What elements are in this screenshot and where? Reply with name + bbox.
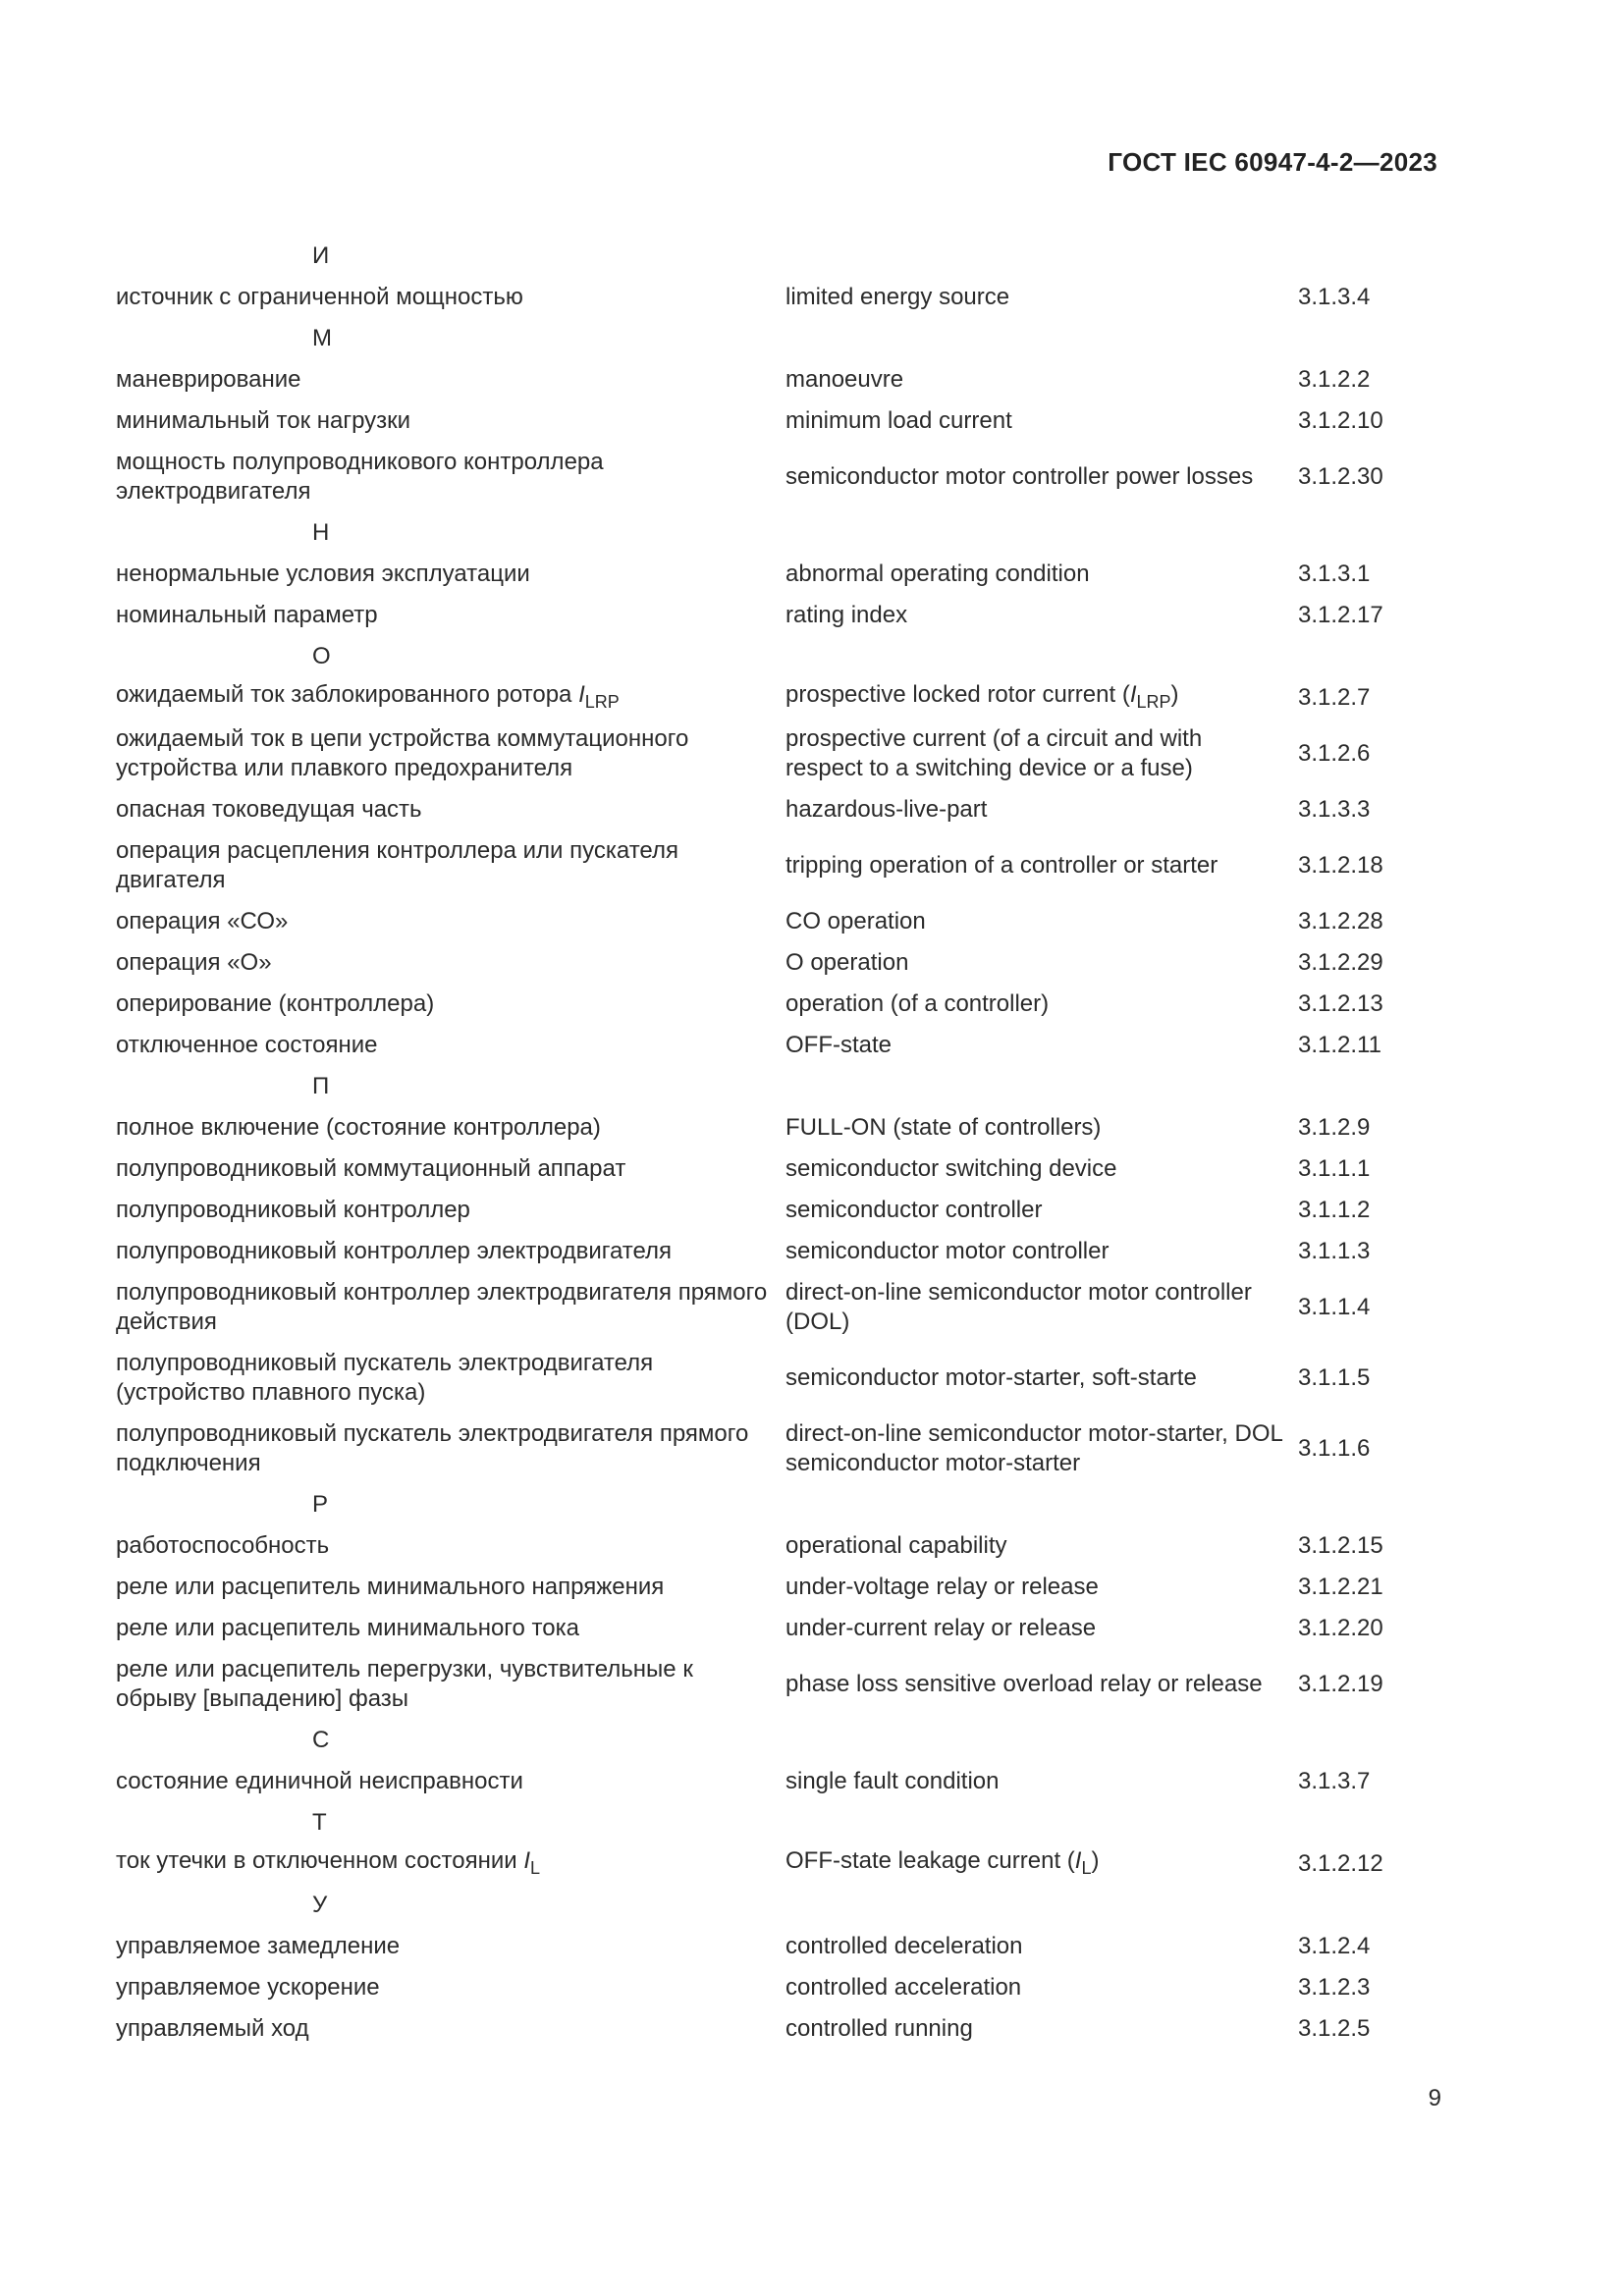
term-ru-symbol: I	[523, 1846, 531, 1874]
term-en-text: prospective current (of a circuit and with respect to a switching device or a fuse)	[785, 725, 1203, 781]
term-ru	[116, 365, 785, 395]
term-ru	[116, 1031, 785, 1060]
term-row	[116, 359, 1392, 400]
term-en	[785, 1573, 1298, 1602]
term-en-text: direct-on-line semiconductor motor controller (DOL)	[785, 1279, 1252, 1335]
term-en-text: controlled deceleration	[785, 1933, 1023, 1959]
term-ru-text: управляемый ход	[116, 2015, 309, 2042]
term-en-text: phase loss sensitive overload relay or release	[785, 1671, 1263, 1697]
term-ru	[116, 448, 785, 507]
term-ru	[116, 560, 785, 589]
term-ref: 3.1.1.1	[1298, 1155, 1371, 1182]
term-row	[116, 1148, 1392, 1190]
term-en	[785, 601, 1298, 630]
term-row	[116, 277, 1392, 318]
page-number: 9	[1428, 2085, 1441, 2111]
term-en	[785, 1973, 1298, 2002]
term-en	[785, 1278, 1298, 1337]
term-en-text: operational capability	[785, 1532, 1007, 1559]
term-en	[785, 851, 1298, 881]
term-row	[116, 901, 1392, 942]
term-ru	[116, 724, 785, 783]
term-ref: 3.1.2.29	[1298, 949, 1383, 976]
term-ru	[116, 907, 785, 936]
term-ru-text: реле или расцепитель минимального тока	[116, 1615, 579, 1641]
term-row	[116, 595, 1392, 636]
term-en-tail: )	[1091, 1846, 1100, 1874]
term-en-text: controlled acceleration	[785, 1974, 1022, 2001]
term-en	[785, 948, 1298, 978]
term-en	[785, 406, 1298, 436]
term-ru-text: ток утечки в отключенном состоянии	[116, 1846, 524, 1874]
term-ru-text: полупроводниковый контроллер электродвигателя	[116, 1238, 673, 1264]
term-ru	[116, 1237, 785, 1266]
term-ref: 3.1.2.28	[1298, 908, 1383, 934]
term-row	[116, 1567, 1392, 1608]
section-letter: Н	[312, 519, 330, 546]
term-row	[116, 554, 1392, 595]
term-ref: 3.1.2.4	[1298, 1933, 1371, 1959]
term-en	[785, 1932, 1298, 1961]
term-en-text: tripping operation of a controller or starter	[785, 852, 1218, 879]
term-ref: 3.1.1.5	[1298, 1364, 1371, 1391]
term-en	[785, 1767, 1298, 1796]
term-row	[116, 789, 1392, 830]
term-en	[785, 1531, 1298, 1561]
term-en	[785, 907, 1298, 936]
term-en	[785, 1670, 1298, 1699]
term-en-text: rating index	[785, 602, 908, 628]
term-row	[116, 1608, 1392, 1649]
term-ref: 3.1.2.12	[1298, 1850, 1383, 1877]
term-index	[116, 236, 1392, 2050]
term-en	[785, 1363, 1298, 1393]
term-ru	[116, 1531, 785, 1561]
term-ru-text: состояние единичной неисправности	[116, 1768, 523, 1794]
term-en-text: single fault condition	[785, 1768, 1000, 1794]
term-en-text: OFF-state	[785, 1032, 893, 1058]
section-letter: И	[312, 242, 330, 269]
term-ref: 3.1.3.1	[1298, 561, 1371, 587]
term-ref: 3.1.1.3	[1298, 1238, 1371, 1264]
term-ru	[116, 1932, 785, 1961]
term-ref: 3.1.2.11	[1298, 1032, 1381, 1058]
term-row	[116, 1525, 1392, 1567]
term-en-text: under-voltage relay or release	[785, 1574, 1099, 1600]
term-ru	[116, 1278, 785, 1337]
term-row	[116, 984, 1392, 1025]
term-ru	[116, 1196, 785, 1225]
term-en-text: manoeuvre	[785, 366, 904, 393]
term-ru-subscript: L	[530, 1857, 541, 1878]
term-ru-symbol: I	[578, 680, 585, 708]
term-ru-text: реле или расцепитель минимального напряжения	[116, 1574, 665, 1600]
term-en	[785, 462, 1298, 492]
term-en-symbol: I	[1129, 680, 1137, 708]
term-ru	[116, 795, 785, 825]
section-letter: У	[312, 1892, 328, 1918]
term-en	[785, 989, 1298, 1019]
term-row	[116, 1761, 1392, 1802]
term-row	[116, 1343, 1392, 1414]
term-row	[116, 1190, 1392, 1231]
term-row	[116, 1926, 1392, 1967]
term-ref: 3.1.2.9	[1298, 1114, 1371, 1141]
term-en	[785, 2014, 1298, 2044]
term-ru-text: работоспособность	[116, 1532, 330, 1559]
term-ru	[116, 1767, 785, 1796]
term-ru	[116, 1846, 785, 1883]
term-en-text: under-current relay or release	[785, 1615, 1097, 1641]
term-row	[116, 1025, 1392, 1066]
term-en	[785, 724, 1298, 783]
term-ref: 3.1.3.7	[1298, 1768, 1371, 1794]
term-ru-text: управляемое ускорение	[116, 1974, 380, 2001]
term-ru-text: полупроводниковый коммутационный аппарат	[116, 1155, 626, 1182]
term-en-text: semiconductor switching device	[785, 1155, 1117, 1182]
term-ru-text: номинальный параметр	[116, 602, 378, 628]
term-ref: 3.1.2.10	[1298, 407, 1383, 434]
term-en	[785, 1113, 1298, 1143]
term-en	[785, 365, 1298, 395]
term-en	[785, 1614, 1298, 1643]
term-ru	[116, 2014, 785, 2044]
term-ru-text: оперирование (контроллера)	[116, 990, 435, 1017]
term-ru-text: реле или расцепитель перегрузки, чувствительные к обрыву [выпадению] фазы	[116, 1656, 693, 1712]
term-ru	[116, 1113, 785, 1143]
term-ref: 3.1.2.5	[1298, 2015, 1371, 2042]
term-ru	[116, 1614, 785, 1643]
term-ru	[116, 283, 785, 312]
term-ru-text: мощность полупроводникового контроллера электродвигателя	[116, 449, 604, 505]
term-row	[116, 1843, 1392, 1885]
term-ru-text: источник с ограниченной мощностью	[116, 284, 523, 310]
term-en	[785, 1237, 1298, 1266]
term-row	[116, 2008, 1392, 2050]
term-en-text: abnormal operating condition	[785, 561, 1090, 587]
term-ref: 3.1.2.20	[1298, 1615, 1383, 1641]
term-ref: 3.1.2.13	[1298, 990, 1383, 1017]
term-ref: 3.1.2.18	[1298, 852, 1383, 879]
term-en	[785, 1031, 1298, 1060]
term-ref: 3.1.2.19	[1298, 1671, 1383, 1697]
term-ref: 3.1.2.2	[1298, 366, 1371, 393]
term-en	[785, 283, 1298, 312]
term-en-text: CO operation	[785, 908, 926, 934]
term-en-tail: )	[1170, 680, 1179, 708]
term-ru-text: полупроводниковый пускатель электродвигателя (устройство плавного пуска)	[116, 1350, 654, 1406]
term-en	[785, 1419, 1298, 1478]
term-ru-text: полное включение (состояние контроллера)	[116, 1114, 601, 1141]
section-letter: С	[312, 1727, 330, 1753]
term-row	[116, 442, 1392, 512]
term-row	[116, 1967, 1392, 2008]
term-ru-text: операция «СО»	[116, 908, 289, 934]
term-en-text: prospective locked rotor current (	[785, 680, 1130, 708]
term-ru-text: отключенное состояние	[116, 1032, 378, 1058]
term-ru	[116, 1655, 785, 1714]
section-letter: П	[312, 1073, 330, 1099]
term-row	[116, 1649, 1392, 1720]
term-ru	[116, 1419, 785, 1478]
section-letter: Р	[312, 1491, 329, 1518]
term-ref: 3.1.3.4	[1298, 284, 1371, 310]
term-en-text: operation (of a controller)	[785, 990, 1050, 1017]
term-row	[116, 1414, 1392, 1484]
term-en	[785, 1196, 1298, 1225]
term-en-text: O operation	[785, 949, 909, 976]
term-en-text: semiconductor motor controller power losses	[785, 463, 1254, 490]
term-row	[116, 400, 1392, 442]
term-en	[785, 680, 1298, 717]
term-ru	[116, 406, 785, 436]
term-row	[116, 942, 1392, 984]
document-header: ГОСТ IEC 60947-4-2—2023	[1108, 147, 1437, 177]
term-ref: 3.1.2.21	[1298, 1574, 1383, 1600]
term-ru	[116, 948, 785, 978]
term-en-text: controlled running	[785, 2015, 973, 2042]
term-ru-text: полупроводниковый контроллер электродвигателя прямого действия	[116, 1279, 768, 1335]
term-ru-text: операция «О»	[116, 949, 272, 976]
term-ru-text: полупроводниковый пускатель электродвигателя прямого подключения	[116, 1420, 749, 1476]
term-en-symbol: I	[1074, 1846, 1082, 1874]
term-en-text: semiconductor motor controller	[785, 1238, 1110, 1264]
term-en	[785, 1846, 1298, 1883]
term-en	[785, 795, 1298, 825]
term-row	[116, 1231, 1392, 1272]
term-en	[785, 560, 1298, 589]
term-row	[116, 1107, 1392, 1148]
term-ref: 3.1.3.3	[1298, 796, 1371, 823]
term-ref: 3.1.2.17	[1298, 602, 1383, 628]
term-en-text: semiconductor controller	[785, 1197, 1043, 1223]
term-en-subscript: LRP	[1136, 691, 1171, 712]
term-ref: 3.1.1.4	[1298, 1294, 1371, 1320]
term-ru-text: операция расцепления контроллера или пускателя двигателя	[116, 837, 678, 893]
term-ru-text: ожидаемый ток заблокированного ротора	[116, 680, 579, 708]
term-ref: 3.1.2.30	[1298, 463, 1383, 490]
term-row	[116, 1272, 1392, 1343]
term-ru	[116, 989, 785, 1019]
term-ru-subscript: LRP	[584, 691, 620, 712]
term-ru	[116, 836, 785, 895]
term-ref: 3.1.2.7	[1298, 684, 1371, 711]
term-en-text: minimum load current	[785, 407, 1012, 434]
term-en-text: OFF-state leakage current (	[785, 1846, 1075, 1874]
term-en-text: direct-on-line semiconductor motor-starter, DOL semiconductor motor-starter	[785, 1420, 1282, 1476]
term-row	[116, 719, 1392, 789]
section-letter: О	[312, 643, 331, 669]
term-row	[116, 677, 1392, 719]
term-ru-text: ненормальные условия эксплуатации	[116, 561, 530, 587]
term-row	[116, 830, 1392, 901]
term-ru	[116, 1973, 785, 2002]
term-ru-text: полупроводниковый контроллер	[116, 1197, 470, 1223]
term-ref: 3.1.1.6	[1298, 1435, 1371, 1462]
term-en-text: hazardous-live-part	[785, 796, 988, 823]
term-ref: 3.1.2.6	[1298, 740, 1371, 767]
term-en-text: FULL-ON (state of controllers)	[785, 1114, 1102, 1141]
section-letter: Т	[312, 1809, 327, 1836]
term-en-text: limited energy source	[785, 284, 1010, 310]
term-en-text: semiconductor motor-starter, soft-starte	[785, 1364, 1197, 1391]
term-en-subscript: L	[1081, 1857, 1092, 1878]
term-ref: 3.1.2.15	[1298, 1532, 1383, 1559]
term-ru-text: ожидаемый ток в цепи устройства коммутационного устройства или плавкого предохранителя	[116, 725, 689, 781]
term-ru-text: управляемое замедление	[116, 1933, 401, 1959]
term-en	[785, 1154, 1298, 1184]
term-ru	[116, 680, 785, 717]
term-ref: 3.1.1.2	[1298, 1197, 1371, 1223]
term-ru	[116, 1349, 785, 1408]
term-ru-text: маневрирование	[116, 366, 301, 393]
term-ru-text: опасная токоведущая часть	[116, 796, 422, 823]
term-ref: 3.1.2.3	[1298, 1974, 1371, 2001]
term-ru-text: минимальный ток нагрузки	[116, 407, 411, 434]
term-ru	[116, 1573, 785, 1602]
section-letter: М	[312, 325, 332, 351]
term-ru	[116, 601, 785, 630]
term-ru	[116, 1154, 785, 1184]
